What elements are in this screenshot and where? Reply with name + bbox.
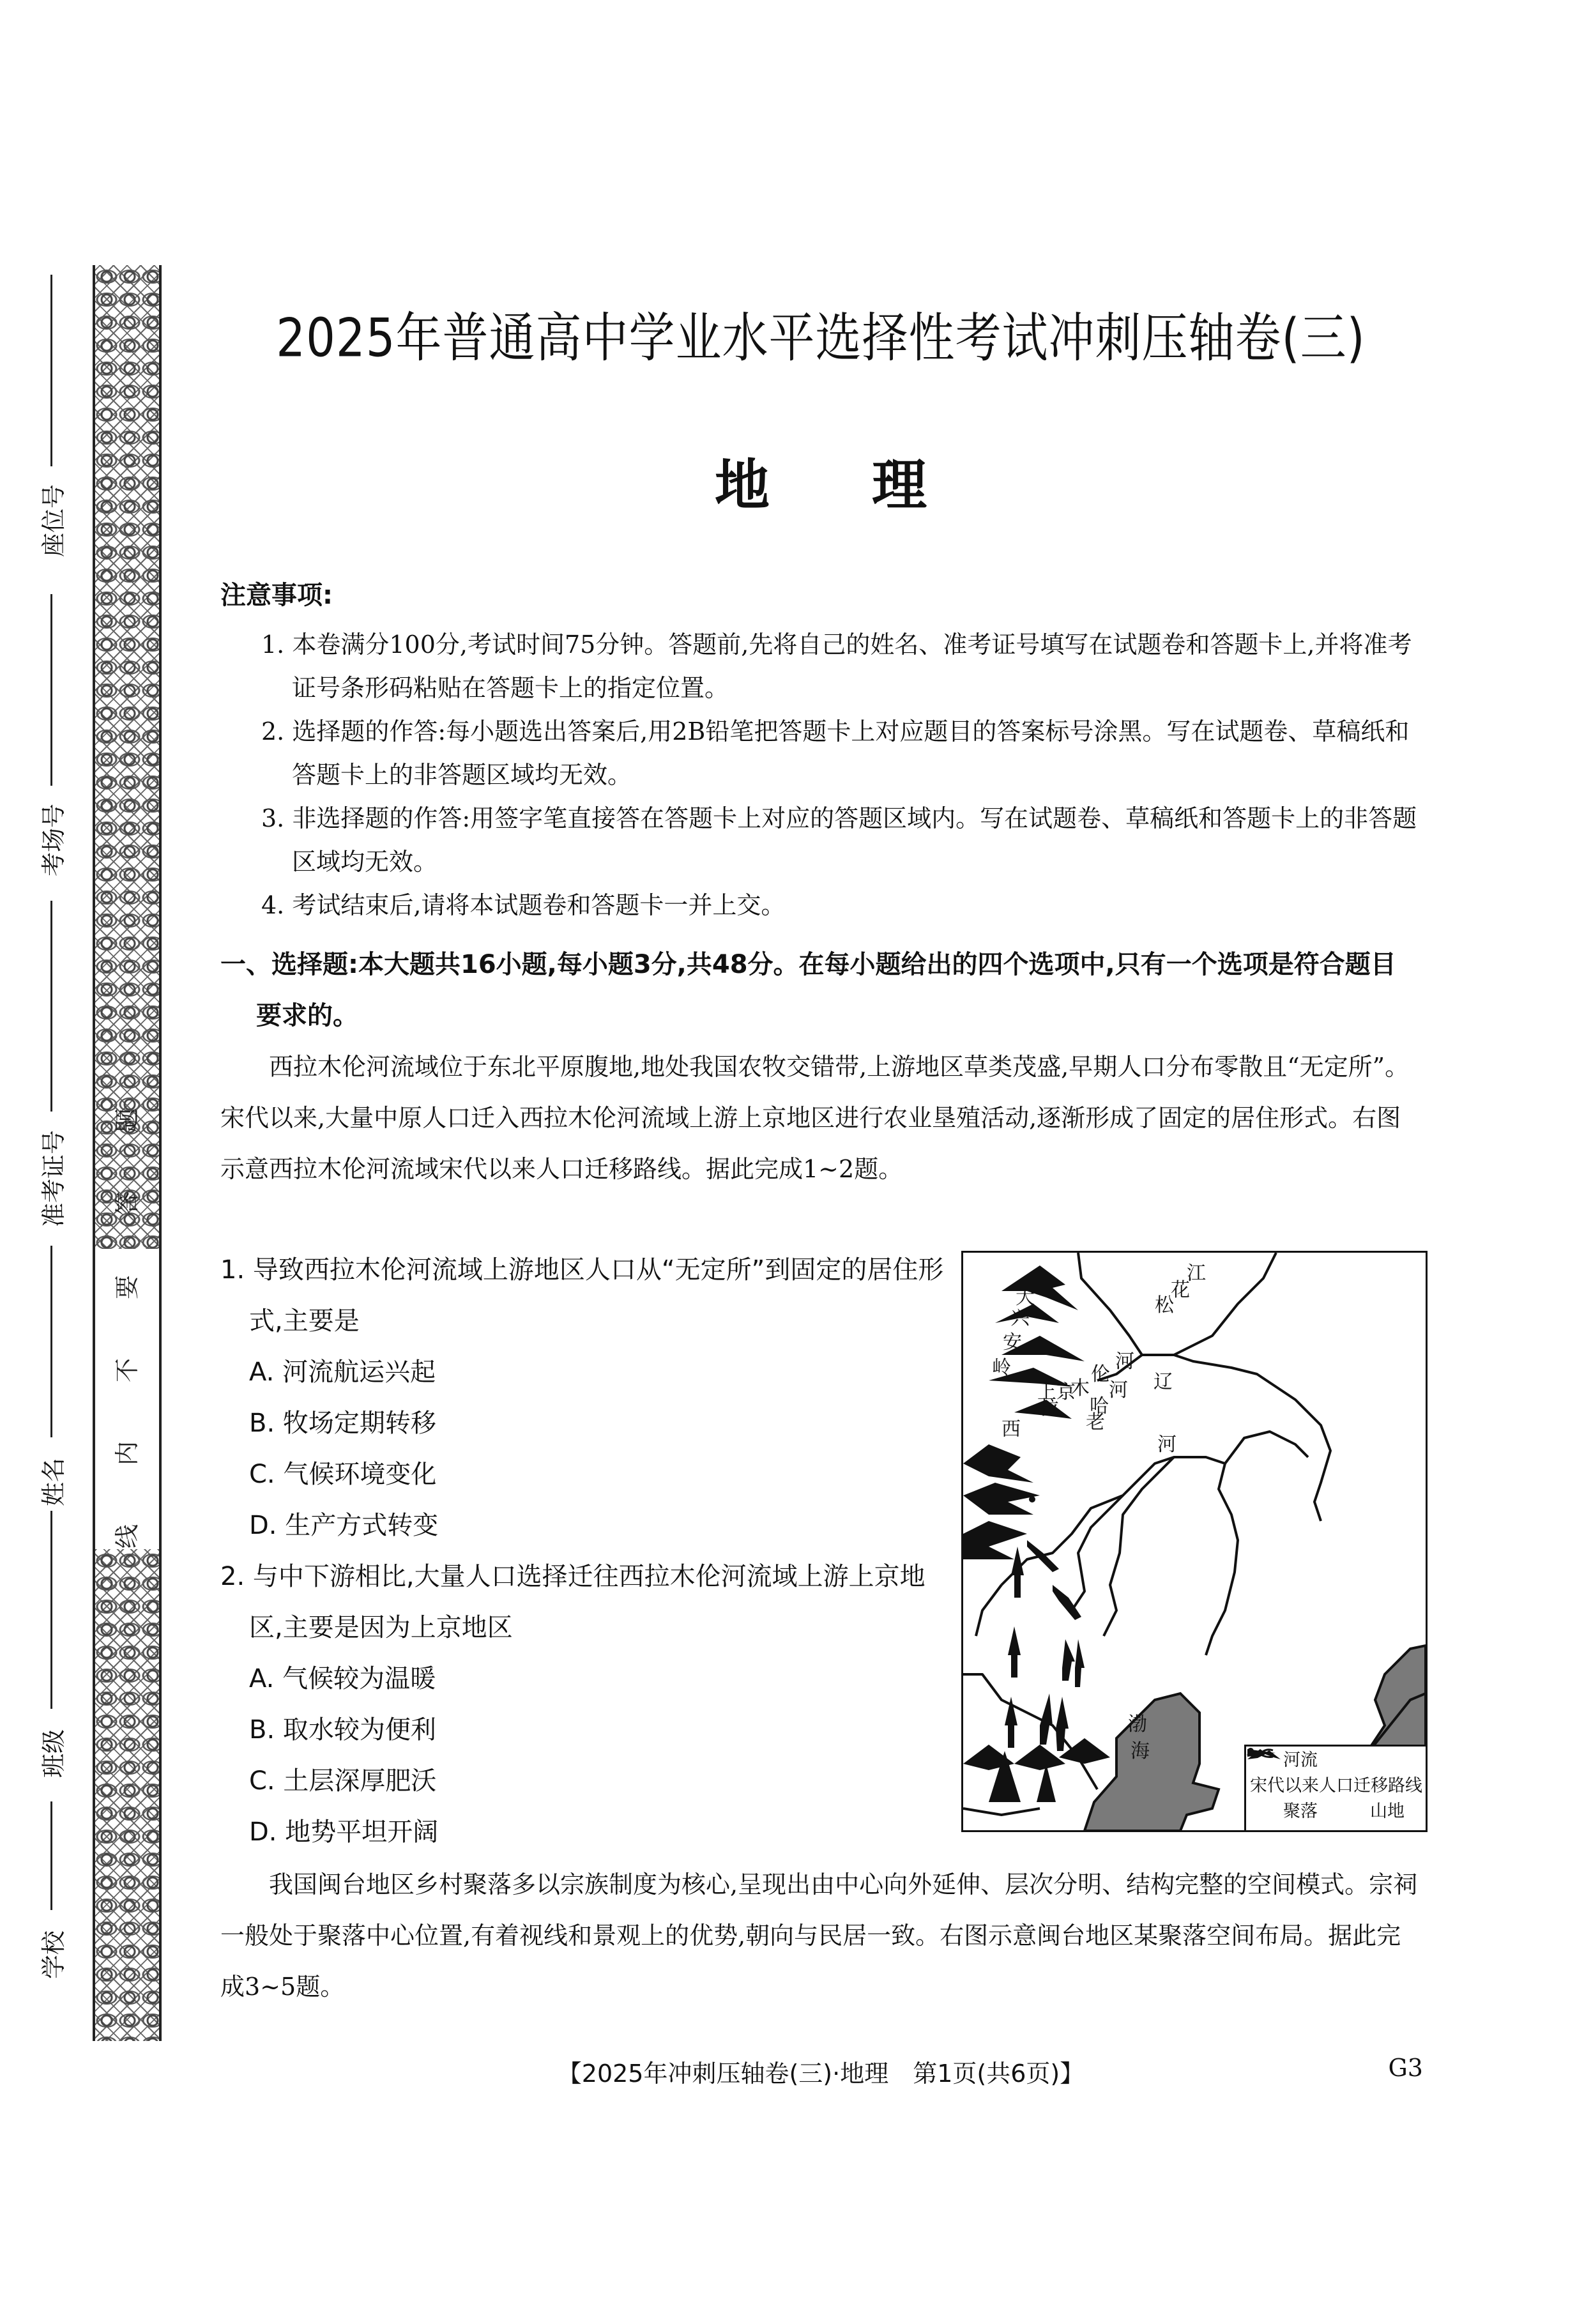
note-item: 2. 选择题的作答:每小题选出答案后,用2B铅笔把答题卡上对应题目的答案标号涂黑。写在试题卷、草稿纸和答题卡上的非答题区域均无效。 [261, 717, 1410, 789]
field-seat-number[interactable] [26, 275, 77, 575]
label-laohahe: 老 [1086, 1411, 1105, 1433]
migration-arrow [1008, 1626, 1021, 1678]
question-stem: 2. 与中下游相比,大量人口选择迁往西拉木伦河流域上游上京地区,主要是因为上京地区 [220, 1562, 925, 1642]
river-laohahe [1104, 1457, 1174, 1636]
field-underline [50, 594, 52, 786]
river-lower [963, 1808, 1040, 1815]
seal-char: 线 [112, 1524, 141, 1549]
field-label: 座位号 [39, 484, 68, 558]
river-liaohe [1225, 1432, 1308, 1464]
question-list [220, 1244, 948, 1858]
legend-label: 宋代以来人口迁移路线 [1250, 1776, 1422, 1796]
student-info-fields [26, 275, 77, 1980]
label-daxinganling: 大 [1016, 1287, 1035, 1309]
exam-title: 2025年普通高中学业水平选择性考试冲刺压轴卷(三) [276, 307, 1366, 369]
field-underline [50, 1801, 52, 1910]
label-xilamulun: 西 [1001, 1418, 1021, 1441]
migration-arrow [1027, 1540, 1059, 1572]
label-daxinganling: 兴 [1010, 1307, 1030, 1329]
label-laohahe: 哈 [1090, 1395, 1109, 1418]
option-c[interactable]: C. 气候环境变化 [249, 1460, 437, 1489]
river-west [976, 1585, 1001, 1636]
legend-label: 聚落 [1283, 1801, 1318, 1821]
field-label: 班级 [39, 1729, 68, 1778]
label-songhuajiang: 花 [1171, 1279, 1190, 1301]
seal-char: 答 [112, 1191, 141, 1216]
field-label: 考场号 [39, 803, 68, 877]
field-name[interactable] [26, 1246, 77, 1527]
label-daxinganling: 安 [1003, 1331, 1022, 1354]
option-d[interactable]: D. 地势平坦开阔 [249, 1817, 439, 1847]
option-d[interactable]: D. 生产方式转变 [249, 1511, 439, 1540]
river-xilamulun-2 [1206, 1464, 1238, 1655]
mountain-icon [1001, 1265, 1078, 1310]
paper-code: G3 [1388, 2054, 1423, 2082]
bohai-sea [1085, 1693, 1219, 1830]
seal-char: 内 [112, 1441, 141, 1466]
decorative-pattern [95, 265, 159, 1249]
label-xilamulun: 木 [1070, 1377, 1090, 1400]
decorative-pattern [95, 1549, 159, 2041]
label-bohai: 渤 [1128, 1713, 1147, 1736]
label-songhuajiang: 江 [1187, 1262, 1206, 1285]
field-label: 学校 [39, 1930, 68, 1980]
label-xilamulun: 河 [1115, 1350, 1134, 1373]
notes-heading: 注意事项: [220, 581, 333, 610]
subject-char: 地 [715, 454, 770, 517]
settlement-shangjing [1029, 1496, 1035, 1502]
migration-arrow [1040, 1693, 1053, 1745]
field-class[interactable] [26, 1511, 77, 1798]
field-underline [50, 901, 52, 1112]
notes-list [220, 623, 1421, 927]
label-shangjing: 上京 [1037, 1381, 1076, 1403]
passage-xilamulun: 西拉木伦河流域位于东北平原腹地,地处我国农牧交错带,上游地区草类茂盛,早期人口分布零散且“无定所”。宋代以来,大量中原人口迁入西拉木伦河流域上游上京地区进行农业垦殖活动,逐渐形成了固定的居住形式。右图示意西拉木伦河流域宋代以来人口迁移路线。据此完成1~2题。 [220, 1053, 1410, 1183]
field-label: 准考证号 [39, 1129, 68, 1228]
question-2 [220, 1551, 948, 1858]
seal-char: 要 [112, 1274, 141, 1299]
note-item: 3. 非选择题的作答:用签字笔直接答在答题卡上对应的答题区域内。写在试题卷、草稿纸和答题卡上的非答题区域均无效。 [261, 804, 1417, 876]
legend-label: 山地 [1370, 1801, 1405, 1821]
migration-arrow [1075, 1639, 1085, 1687]
label-liaohe: 辽 [1154, 1371, 1173, 1393]
question-stem: 1. 导致西拉木伦河流域上游地区人口从“无定所”到固定的居住形式,主要是 [220, 1255, 944, 1336]
legend-label: 河流 [1283, 1750, 1318, 1770]
river-songhua-main [1174, 1355, 1330, 1521]
label-laohahe: 河 [1109, 1379, 1128, 1402]
migration-arrow [1011, 1547, 1024, 1598]
label-bohai: 海 [1131, 1740, 1150, 1762]
field-underline [50, 1246, 52, 1437]
field-exam-room[interactable] [26, 594, 77, 894]
option-c[interactable]: C. 土层深厚肥沃 [249, 1766, 437, 1796]
note-item: 4. 考试结束后,请将本试题卷和答题卡一并上交。 [261, 891, 786, 919]
passage-mintai-settlement: 我国闽台地区乡村聚落多以宗族制度为核心,呈现出由中心向外延伸、层次分明、结构完整的空间模式。宗祠一般处于聚落中心位置,有着视线和景观上的优势,朝向与民居一致。右图示意闽台地区某聚落空间布局。据此完成3~5题。 [220, 1870, 1418, 2001]
field-admission-number[interactable] [26, 901, 77, 1246]
field-label: 姓名 [39, 1457, 68, 1507]
label-liaohe: 河 [1157, 1433, 1177, 1456]
seal-binding-strip [93, 265, 162, 2041]
label-songhuajiang: 松 [1155, 1294, 1174, 1317]
subject-title [211, 441, 1431, 520]
label-xilamulun: 拉 [1040, 1397, 1059, 1419]
subject-char: 理 [872, 454, 927, 517]
river-songhua [1078, 1253, 1276, 1355]
river-laohahe-2 [1072, 1495, 1123, 1610]
migration-arrow [1005, 1697, 1017, 1748]
migration-arrow [1062, 1639, 1075, 1681]
field-school[interactable] [26, 1801, 77, 1999]
river-xilamulun [1001, 1457, 1225, 1585]
map-legend [1244, 1745, 1426, 1830]
option-a[interactable]: A. 河流航运兴起 [249, 1357, 436, 1387]
field-underline [50, 1511, 52, 1709]
river-left [963, 1674, 1097, 1789]
label-daxinganling: 岭 [992, 1357, 1011, 1379]
mountain-icon [963, 1483, 1040, 1515]
page-footer: 【2025年冲刺压轴卷(三)·地理 第1页(共6页)】 [557, 2060, 1085, 2088]
mountain-icon [963, 1444, 1033, 1483]
section-heading: 一、选择题:本大题共16小题,每小题3分,共48分。在每小题给出的四个选项中,只有一个选项是符合题目要求的。 [220, 950, 1396, 1030]
legend-settlement-mountain [1250, 1799, 1422, 1824]
map-drawing [963, 1253, 1426, 1830]
seal-char: 不 [112, 1357, 141, 1382]
mountains [963, 1265, 1110, 1770]
option-a[interactable]: A. 气候较为温暖 [249, 1664, 436, 1693]
option-b[interactable]: B. 牧场定期转移 [249, 1409, 436, 1438]
migration-map [961, 1251, 1428, 1832]
field-underline [50, 275, 52, 466]
option-b[interactable]: B. 取水较为便利 [249, 1715, 436, 1745]
seal-char: 题 [112, 1108, 141, 1133]
label-xilamulun: 伦 [1091, 1363, 1110, 1386]
note-item: 1. 本卷满分100分,考试时间75分钟。答题前,先将自己的姓名、准考证号填写在试题卷和答题卡上,并将准考证号条形码粘贴在答题卡上的指定位置。 [261, 631, 1412, 702]
question-1 [220, 1244, 948, 1551]
